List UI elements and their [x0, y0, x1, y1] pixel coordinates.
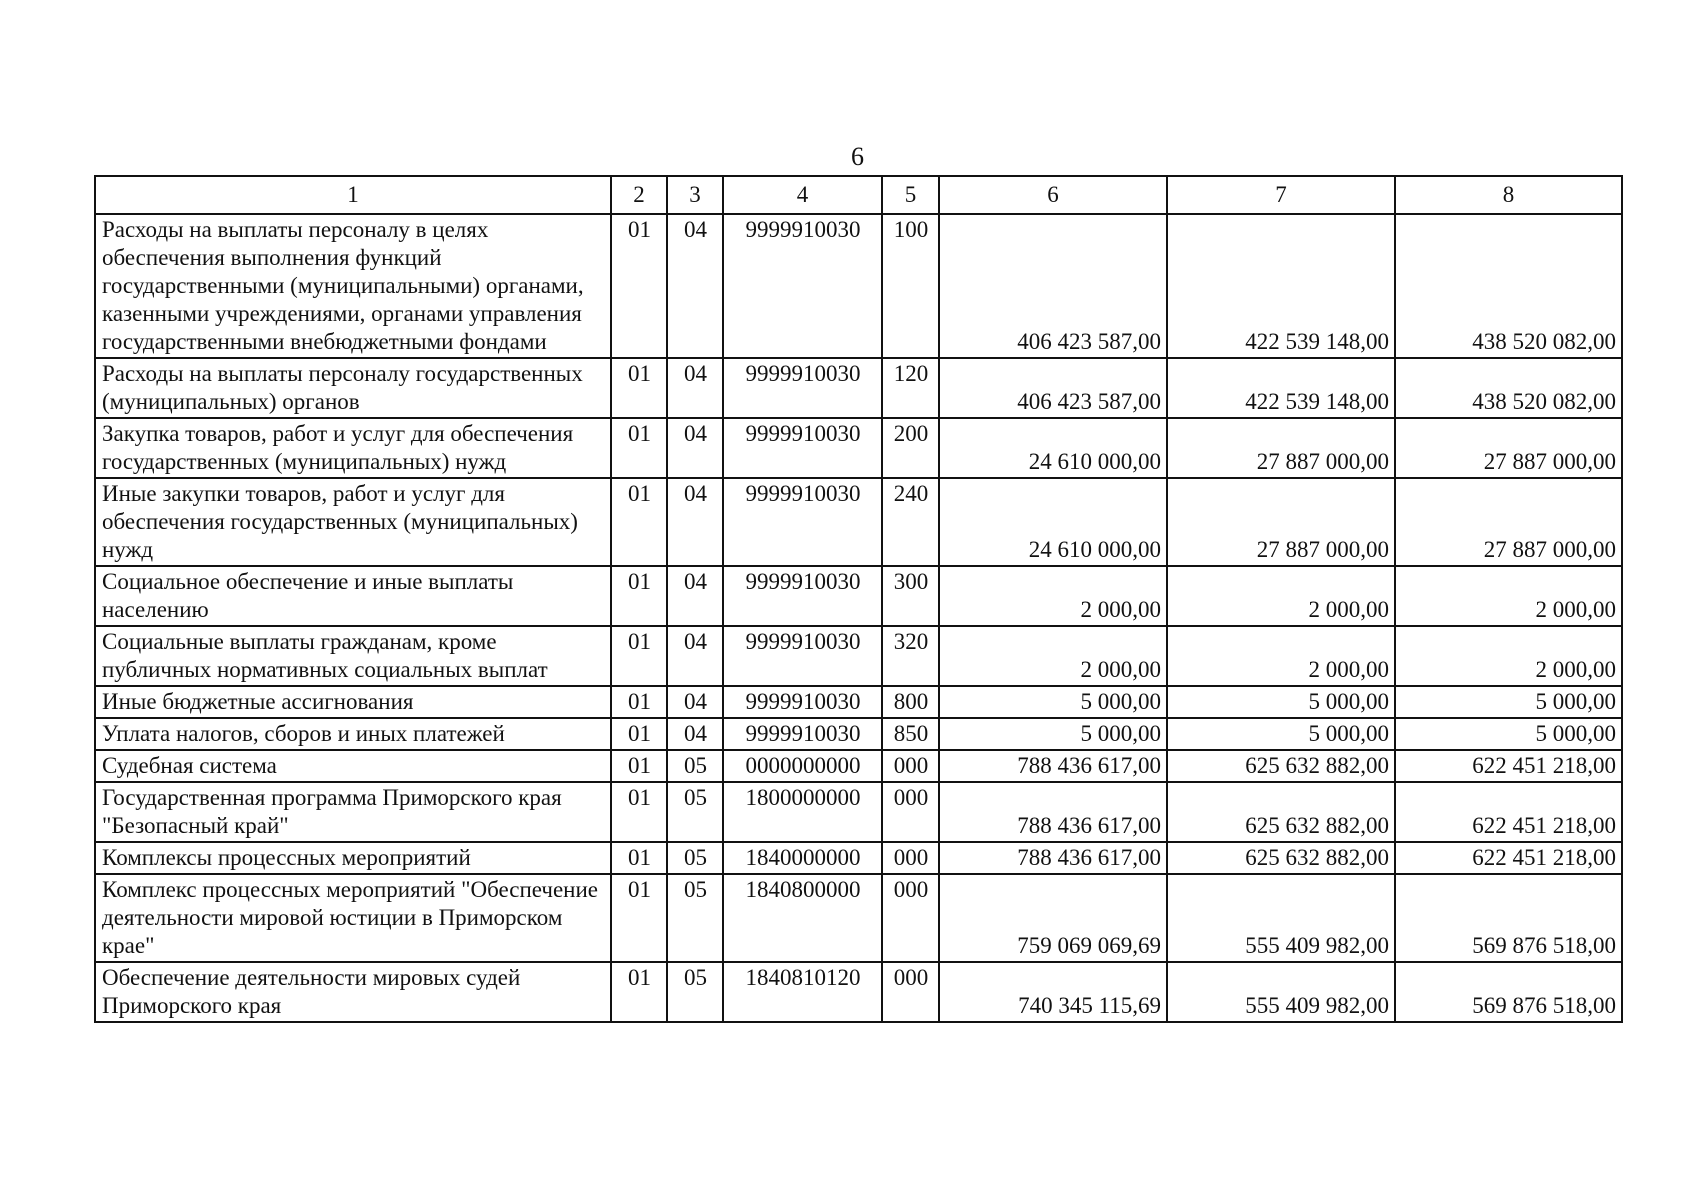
amount-col7-cell: 27 887 000,00 — [1167, 478, 1395, 566]
section-code-cell: 01 — [611, 750, 667, 782]
column-header: 2 — [611, 176, 667, 214]
section-code-cell: 01 — [611, 358, 667, 418]
subsection-code-cell: 04 — [667, 566, 723, 626]
column-header: 6 — [939, 176, 1167, 214]
page-number: 6 — [851, 142, 864, 171]
target-article-cell: 1840810120 — [723, 962, 882, 1022]
subsection-code-cell: 04 — [667, 626, 723, 686]
amount-col7-cell: 555 409 982,00 — [1167, 874, 1395, 962]
amount-col8-cell: 438 520 082,00 — [1395, 358, 1622, 418]
amount-col8-cell: 569 876 518,00 — [1395, 874, 1622, 962]
expense-type-cell: 000 — [882, 874, 939, 962]
target-article-cell: 9999910030 — [723, 214, 882, 358]
row-name-cell: Судебная система — [95, 750, 611, 782]
expense-type-cell: 000 — [882, 750, 939, 782]
table-row — [95, 566, 1622, 626]
row-name-cell: Расходы на выплаты персоналу государственных (муниципальных) органов — [95, 358, 611, 418]
amount-col7-cell: 625 632 882,00 — [1167, 782, 1395, 842]
column-header: 4 — [723, 176, 882, 214]
amount-col6-cell: 406 423 587,00 — [939, 358, 1167, 418]
section-code-cell: 01 — [611, 214, 667, 358]
expense-type-cell: 100 — [882, 214, 939, 358]
target-article-cell: 0000000000 — [723, 750, 882, 782]
budget-table — [94, 175, 1623, 1023]
expense-type-cell: 800 — [882, 686, 939, 718]
subsection-code-cell: 05 — [667, 962, 723, 1022]
row-name-cell: Комплексы процессных мероприятий — [95, 842, 611, 874]
amount-col7-cell: 5 000,00 — [1167, 686, 1395, 718]
target-article-cell: 9999910030 — [723, 686, 882, 718]
amount-col6-cell: 24 610 000,00 — [939, 418, 1167, 478]
amount-col8-cell: 622 451 218,00 — [1395, 782, 1622, 842]
section-code-cell: 01 — [611, 478, 667, 566]
expense-type-cell: 320 — [882, 626, 939, 686]
subsection-code-cell: 05 — [667, 750, 723, 782]
amount-col7-cell: 625 632 882,00 — [1167, 750, 1395, 782]
column-header: 5 — [882, 176, 939, 214]
row-name-cell: Расходы на выплаты персоналу в целях обеспечения выполнения функций государственными (муниципальными) органами, казенными учреждениями, органами управления государственными внебюджетными фондами — [95, 214, 611, 358]
header-row — [95, 176, 1622, 214]
amount-col8-cell: 438 520 082,00 — [1395, 214, 1622, 358]
amount-col7-cell: 5 000,00 — [1167, 718, 1395, 750]
row-name-cell: Обеспечение деятельности мировых судей Приморского края — [95, 962, 611, 1022]
expense-type-cell: 120 — [882, 358, 939, 418]
expense-type-cell: 000 — [882, 782, 939, 842]
amount-col6-cell: 5 000,00 — [939, 718, 1167, 750]
expense-type-cell: 240 — [882, 478, 939, 566]
table-row — [95, 626, 1622, 686]
section-code-cell: 01 — [611, 418, 667, 478]
table-row — [95, 874, 1622, 962]
row-name-cell: Социальные выплаты гражданам, кроме публичных нормативных социальных выплат — [95, 626, 611, 686]
amount-col8-cell: 622 451 218,00 — [1395, 750, 1622, 782]
table-row — [95, 750, 1622, 782]
expense-type-cell: 850 — [882, 718, 939, 750]
table-row — [95, 718, 1622, 750]
section-code-cell: 01 — [611, 626, 667, 686]
table-row — [95, 418, 1622, 478]
expense-type-cell: 200 — [882, 418, 939, 478]
table-row — [95, 214, 1622, 358]
section-code-cell: 01 — [611, 962, 667, 1022]
target-article-cell: 1840000000 — [723, 842, 882, 874]
row-name-cell: Комплекс процессных мероприятий "Обеспечение деятельности мировой юстиции в Приморском крае" — [95, 874, 611, 962]
subsection-code-cell: 04 — [667, 358, 723, 418]
expense-type-cell: 300 — [882, 566, 939, 626]
amount-col7-cell: 27 887 000,00 — [1167, 418, 1395, 478]
subsection-code-cell: 05 — [667, 782, 723, 842]
section-code-cell: 01 — [611, 874, 667, 962]
column-header: 8 — [1395, 176, 1622, 214]
subsection-code-cell: 04 — [667, 214, 723, 358]
amount-col8-cell: 5 000,00 — [1395, 686, 1622, 718]
amount-col6-cell: 759 069 069,69 — [939, 874, 1167, 962]
section-code-cell: 01 — [611, 686, 667, 718]
target-article-cell: 9999910030 — [723, 626, 882, 686]
row-name-cell: Государственная программа Приморского края "Безопасный край" — [95, 782, 611, 842]
amount-col8-cell: 569 876 518,00 — [1395, 962, 1622, 1022]
table-row — [95, 962, 1622, 1022]
subsection-code-cell: 04 — [667, 418, 723, 478]
row-name-cell: Иные закупки товаров, работ и услуг для обеспечения государственных (муниципальных) нужд — [95, 478, 611, 566]
amount-col7-cell: 422 539 148,00 — [1167, 214, 1395, 358]
amount-col8-cell: 2 000,00 — [1395, 566, 1622, 626]
expense-type-cell: 000 — [882, 842, 939, 874]
subsection-code-cell: 04 — [667, 718, 723, 750]
target-article-cell: 9999910030 — [723, 478, 882, 566]
amount-col6-cell: 406 423 587,00 — [939, 214, 1167, 358]
row-name-cell: Уплата налогов, сборов и иных платежей — [95, 718, 611, 750]
column-header: 1 — [95, 176, 611, 214]
column-header: 3 — [667, 176, 723, 214]
subsection-code-cell: 04 — [667, 686, 723, 718]
expense-type-cell: 000 — [882, 962, 939, 1022]
amount-col8-cell: 5 000,00 — [1395, 718, 1622, 750]
amount-col7-cell: 555 409 982,00 — [1167, 962, 1395, 1022]
amount-col6-cell: 788 436 617,00 — [939, 750, 1167, 782]
target-article-cell: 9999910030 — [723, 418, 882, 478]
amount-col6-cell: 5 000,00 — [939, 686, 1167, 718]
table-row — [95, 842, 1622, 874]
target-article-cell: 9999910030 — [723, 566, 882, 626]
subsection-code-cell: 04 — [667, 478, 723, 566]
amount-col6-cell: 2 000,00 — [939, 626, 1167, 686]
column-header: 7 — [1167, 176, 1395, 214]
amount-col7-cell: 422 539 148,00 — [1167, 358, 1395, 418]
section-code-cell: 01 — [611, 842, 667, 874]
target-article-cell: 1840800000 — [723, 874, 882, 962]
table-row — [95, 478, 1622, 566]
amount-col7-cell: 2 000,00 — [1167, 566, 1395, 626]
row-name-cell: Иные бюджетные ассигнования — [95, 686, 611, 718]
row-name-cell: Социальное обеспечение и иные выплаты населению — [95, 566, 611, 626]
table-row — [95, 358, 1622, 418]
amount-col6-cell: 2 000,00 — [939, 566, 1167, 626]
table-row — [95, 782, 1622, 842]
amount-col8-cell: 27 887 000,00 — [1395, 418, 1622, 478]
amount-col6-cell: 24 610 000,00 — [939, 478, 1167, 566]
amount-col8-cell: 2 000,00 — [1395, 626, 1622, 686]
amount-col7-cell: 625 632 882,00 — [1167, 842, 1395, 874]
amount-col8-cell: 27 887 000,00 — [1395, 478, 1622, 566]
table-row — [95, 686, 1622, 718]
amount-col6-cell: 788 436 617,00 — [939, 782, 1167, 842]
target-article-cell: 1800000000 — [723, 782, 882, 842]
amount-col6-cell: 788 436 617,00 — [939, 842, 1167, 874]
section-code-cell: 01 — [611, 718, 667, 750]
section-code-cell: 01 — [611, 566, 667, 626]
section-code-cell: 01 — [611, 782, 667, 842]
target-article-cell: 9999910030 — [723, 718, 882, 750]
row-name-cell: Закупка товаров, работ и услуг для обеспечения государственных (муниципальных) нужд — [95, 418, 611, 478]
amount-col6-cell: 740 345 115,69 — [939, 962, 1167, 1022]
target-article-cell: 9999910030 — [723, 358, 882, 418]
subsection-code-cell: 05 — [667, 874, 723, 962]
amount-col7-cell: 2 000,00 — [1167, 626, 1395, 686]
subsection-code-cell: 05 — [667, 842, 723, 874]
amount-col8-cell: 622 451 218,00 — [1395, 842, 1622, 874]
